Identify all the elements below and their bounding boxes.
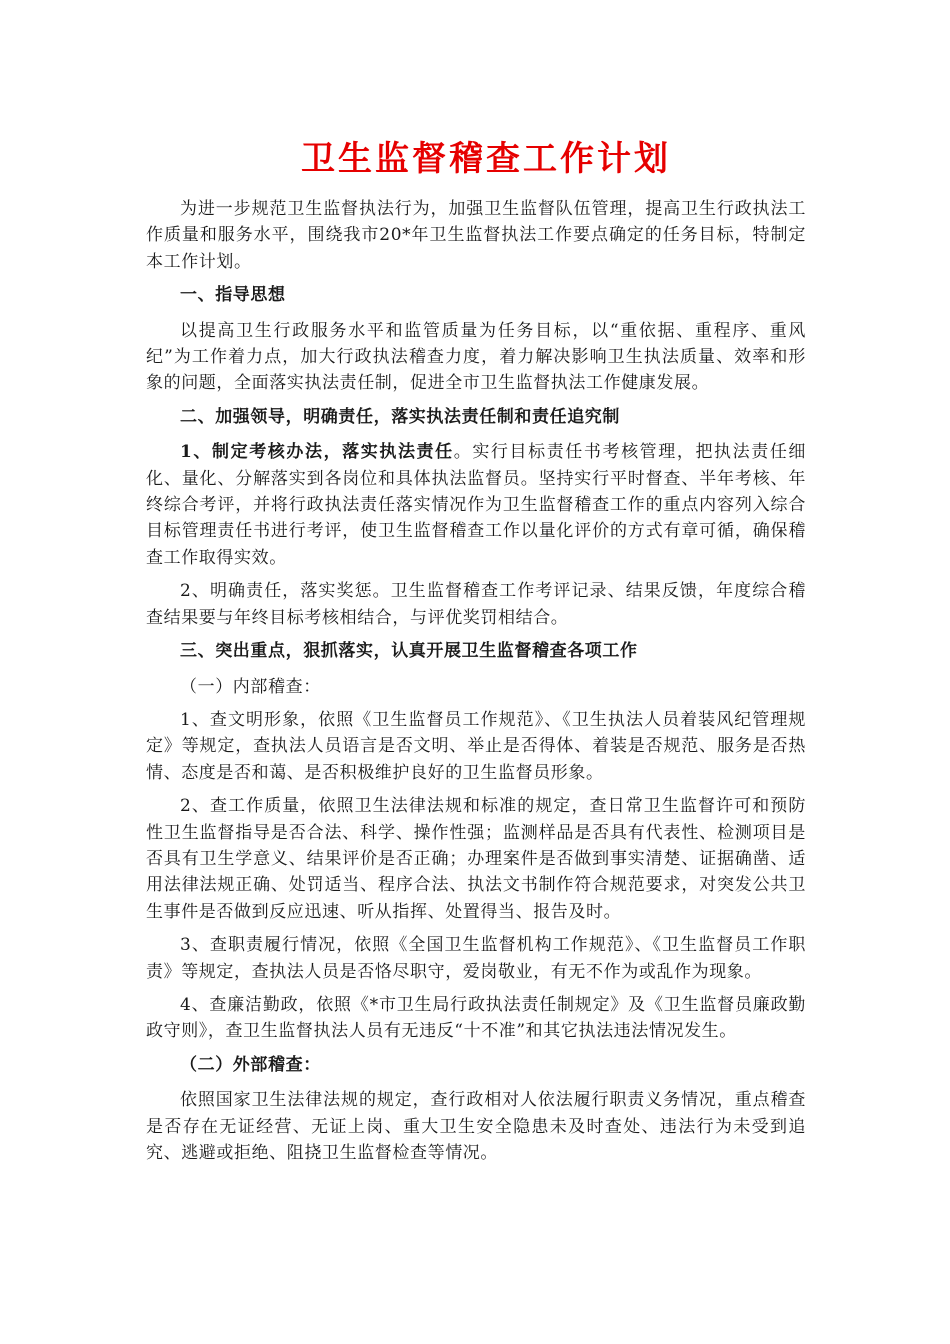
- internal-audit-item-2: 2、查工作质量，依照卫生法律法规和标准的规定，查日常卫生监督许可和预防性卫生监督指导是否合法、科学、操作性强；监测样品是否具有代表性、检测项目是否具有卫生学意义、结果评价是否正确；办理案件是否做到事实清楚、证据确凿、适用法律法规正确、处罚适当、程序合法、执法文书制作符合规范要求，对突发公共卫生事件是否做到反应迅速、听从指挥、处置得当、报告及时。: [146, 796, 806, 922]
- section-2-paragraph-1-text: 。实行目标责任书考核管理，把执法责任细化、量化、分解落实到各岗位和具体执法监督员。坚持实行平时督查、半年考核、年终综合考评，并将行政执法责任落实情况作为卫生监督稽查工作的重点内容列入综合目标管理责任书进行考评，使卫生监督稽查工作以量化评价的方式有章可循，确保稽查工作取得实效。: [146, 442, 807, 568]
- internal-audit-subheading: （一）内部稽查：: [180, 676, 321, 697]
- section-2-paragraph-1-lead: 1、制定考核办法，落实执法责任: [180, 442, 454, 463]
- section-2-heading: 二、加强领导，明确责任，落实执法责任制和责任追究制: [180, 406, 620, 427]
- internal-audit-item-1: 1、查文明形象，依照《卫生监督员工作规范》、《卫生执法人员着装风纪管理规定》等规定，查执法人员语言是否文明、举止是否得体、着装是否规范、服务是否热情、态度是否和蔼、是否积极维护良好的卫生监督员形象。: [146, 709, 806, 783]
- section-2-paragraph-1: [146, 439, 806, 571]
- internal-audit-item-3: 3、查职责履行情况，依照《全国卫生监督机构工作规范》、《卫生监督员工作职责》等规定，查执法人员是否恪尽职守，爱岗敬业，有无不作为或乱作为现象。: [146, 935, 806, 982]
- section-1-paragraph: 以提高卫生行政服务水平和监管质量为任务目标，以“重依据、重程序、重风纪”为工作着力点，加大行政执法稽查力度，着力解决影响卫生执法质量、效率和形象的问题，全面落实执法责任制，促进全市卫生监督执法工作健康发展。: [146, 320, 806, 394]
- internal-audit-item-4: 4、查廉洁勤政，依照《*市卫生局行政执法责任制规定》及《卫生监督员廉政勤政守则》，查卫生监督执法人员有无违反“十不准”和其它执法违法情况发生。: [146, 994, 806, 1042]
- document-page: [146, 132, 806, 1173]
- section-2-paragraph-2: 2、明确责任，落实奖惩。卫生监督稽查工作考评记录、结果反馈，年度综合稽查结果要与年终目标考核相结合，与评优奖罚相结合。: [146, 581, 806, 628]
- external-audit-paragraph: 依照国家卫生法律法规的规定，查行政相对人依法履行职责义务情况，重点稽查是否存在无证经营、无证上岗、重大卫生安全隐患未及时查处、违法行为未受到追究、逃避或拒绝、阻挠卫生监督检查等情况。: [146, 1090, 806, 1163]
- document-title: 卫生监督稽查工作计划: [301, 139, 671, 179]
- intro-paragraph: 为进一步规范卫生监督执法行为，加强卫生监督队伍管理，提高卫生行政执法工作质量和服务水平，围绕我市20*年卫生监督执法工作要点确定的任务目标，特制定本工作计划。: [146, 199, 806, 272]
- section-1-heading: 一、指导思想: [180, 285, 286, 306]
- section-3-heading: 三、突出重点，狠抓落实，认真开展卫生监督稽查各项工作: [180, 641, 638, 662]
- external-audit-subheading: （二）外部稽查：: [180, 1054, 321, 1075]
